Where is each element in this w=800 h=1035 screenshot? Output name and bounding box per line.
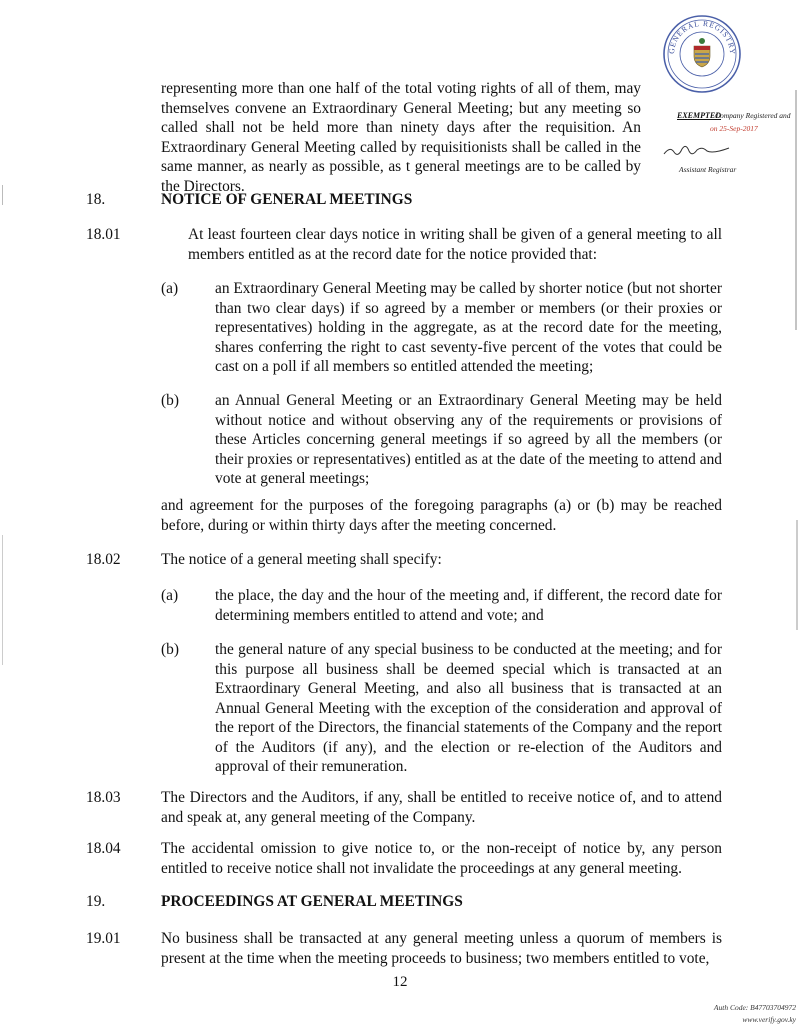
scan-edge-right-lower [796,520,798,630]
section-18-title: NOTICE OF GENERAL MEETINGS [161,191,413,208]
clause-18-03-number: 18.03 [86,789,121,806]
clause-18-01-a-label: (a) [161,280,179,297]
stamp-signature [662,144,732,160]
clause-18-01-b-label: (b) [161,392,179,409]
section-18-number: 18. [86,191,106,208]
clause-18-02-a-label: (a) [161,587,179,604]
clause-18-02-a-text: the place, the day and the hour of the meeting and, if different, the record date for determining members entitled to attend and vote; and [215,587,722,624]
registry-seal-graphic [662,14,742,94]
clause-18-04-number: 18.04 [86,840,121,857]
stamp-date: on 25-Sep-2017 [710,124,758,133]
footer-auth-code: Auth Code: B47703704972 [713,1003,796,1012]
stamp-signer-title: Assistant Registrar [679,165,737,174]
seal-registry-name: GENERAL REGISTRY [666,18,738,56]
clause-18-02-number: 18.02 [86,551,121,568]
intro-paragraph: representing more than one half of the total voting rights of all of them, may themselves convene an Extraordinary General Meeting; but any meeting so called shall not be held more than ninety days after the requisition. An Extraordinary General Meeting called by requisitionists shall be called in the same manner, as nearly as possible, as t general meetings are to be called by the Directors. [161,80,641,195]
page-number: 12 [392,974,408,990]
clause-19-01-number: 19.01 [86,930,121,947]
clause-18-04-text: The accidental omission to give notice to, or the non-receipt of notice by, any person entitled to receive notice shall not invalidate the proceedings at any general meeting. [161,840,722,877]
clause-18-01-a-text: an Extraordinary General Meeting may be called by shorter notice (but not shorter than two clear days) if so agreed by a member or members (or their proxies or representatives) holding in the aggregate, as at the record date for the meeting, shares conferring the right to cast seventy-five percent of the votes that could be cast on a poll if all members so entitled attended the meeting; [215,280,722,375]
section-19-number: 19. [86,893,106,910]
scan-edge-left-lower [2,535,3,665]
clause-18-02-b-label: (b) [161,641,179,658]
registry-seal [662,14,742,94]
stamp-exempted: EXEMPTED [677,111,722,120]
scan-edge-left [2,185,3,205]
section-19-title: PROCEEDINGS AT GENERAL MEETINGS [161,893,463,910]
stamp-registered: Company Registered and [715,111,791,120]
clause-18-01-number: 18.01 [86,226,121,243]
clause-18-03-text: The Directors and the Auditors, if any, shall be entitled to receive notice of, and to attend and speak at, any general meeting of the Company. [161,789,722,826]
footer-verify-url: www.verify.gov.ky [742,1015,796,1024]
clause-18-02-b-text: the general nature of any special business to be conducted at the meeting; and for this purpose all business shall be deemed special which is transacted at an Extraordinary General Meeting, and also all business that is transacted at an Annual General Meeting with the exception of the consideration and approval of the report of the Directors, the financial statements of the Company and the report of the Auditors (if any), and the election or re-election of the Auditors and approval of their remuneration. [215,641,722,775]
clause-18-01-b-text: an Annual General Meeting or an Extraordinary General Meeting may be held without notice and without observing any of the requirements or provisions of these Articles concerning general meetings if so agreed by all the members (or their proxies or representatives) entitled as at the date of the meeting to attend and vote at general meetings; [215,392,722,487]
clause-18-01-text: At least fourteen clear days notice in writing shall be given of a general meeting to all members entitled as at the record date for the notice provided that: [188,226,722,263]
scan-edge-right [795,90,797,330]
clause-18-01-tail: and agreement for the purposes of the foregoing paragraphs (a) or (b) may be reached before, during or within thirty days after the meeting concerned. [161,497,722,534]
clause-18-02-text: The notice of a general meeting shall specify: [161,551,442,568]
clause-19-01-text: No business shall be transacted at any general meeting unless a quorum of members is present at the time when the meeting proceeds to business; two members entitled to vote, [161,930,722,967]
